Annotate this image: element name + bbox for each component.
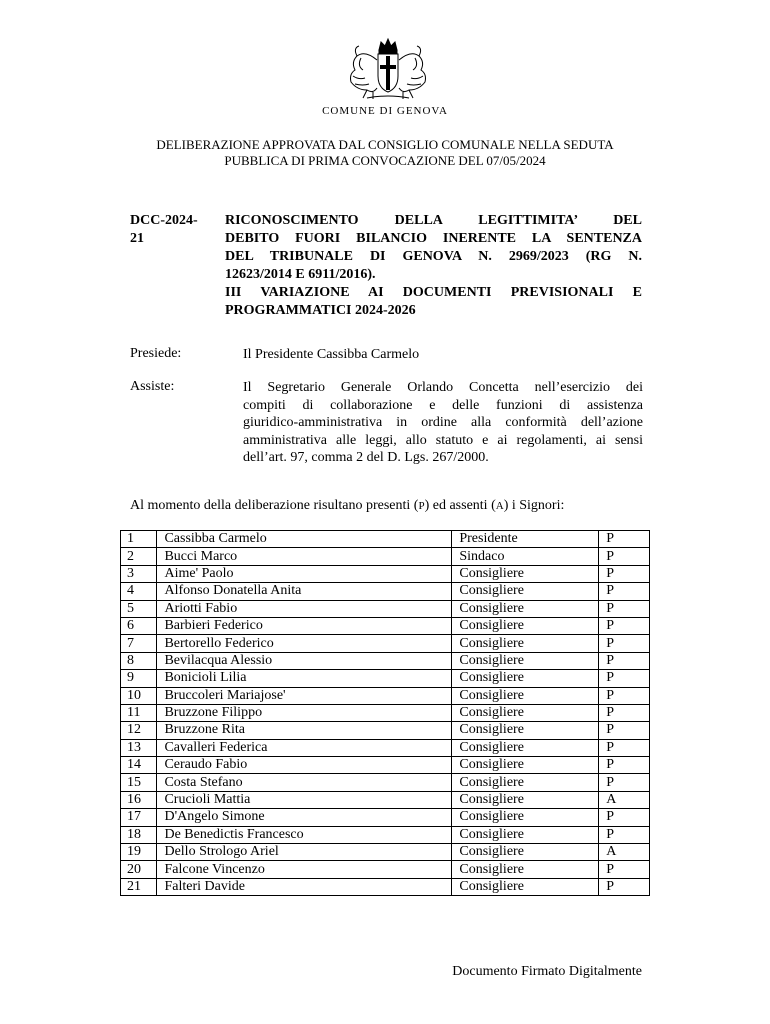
member-name: Cavalleri Federica <box>157 739 452 756</box>
member-role: Consigliere <box>452 757 599 774</box>
intro-text: ) ed assenti ( <box>424 498 496 513</box>
member-role: Sindaco <box>452 548 599 565</box>
genova-coat-of-arms-icon <box>343 36 433 102</box>
member-status: P <box>599 548 650 565</box>
deliberation-title-line: III VARIAZIONE AI DOCUMENTI PREVISIONALI E <box>225 285 642 300</box>
member-name: Crucioli Mattia <box>157 791 452 808</box>
member-number: 16 <box>121 791 157 808</box>
member-number: 10 <box>121 687 157 704</box>
member-role: Consigliere <box>452 652 599 669</box>
member-number: 21 <box>121 878 157 895</box>
member-status: P <box>599 531 650 548</box>
member-name: Falcone Vincenzo <box>157 861 452 878</box>
member-status: P <box>599 826 650 843</box>
member-number: 1 <box>121 531 157 548</box>
table-row <box>121 791 650 808</box>
member-number: 6 <box>121 617 157 634</box>
member-status: P <box>599 878 650 895</box>
table-row <box>121 774 650 791</box>
table-row <box>121 739 650 756</box>
member-status: A <box>599 844 650 861</box>
member-number: 14 <box>121 757 157 774</box>
assiste-line: giuridico-amministrativa in ordine alla conformità dell’azione <box>243 415 643 430</box>
member-status: P <box>599 617 650 634</box>
member-role: Consigliere <box>452 722 599 739</box>
member-number: 15 <box>121 774 157 791</box>
member-name: Ariotti Fabio <box>157 600 452 617</box>
deliberation-header <box>100 137 670 169</box>
member-role: Consigliere <box>452 704 599 721</box>
table-row <box>121 704 650 721</box>
member-number: 5 <box>121 600 157 617</box>
member-name: Falteri Davide <box>157 878 452 895</box>
deliberation-title-line: PROGRAMMATICI 2024-2026 <box>225 303 416 318</box>
member-name: Aime' Paolo <box>157 565 452 582</box>
member-role: Consigliere <box>452 878 599 895</box>
member-status: P <box>599 652 650 669</box>
member-name: Bruzzone Filippo <box>157 704 452 721</box>
member-name: De Benedictis Francesco <box>157 826 452 843</box>
table-row <box>121 583 650 600</box>
member-number: 8 <box>121 652 157 669</box>
org-name: COMUNE DI GENOVA <box>322 105 448 117</box>
member-status: P <box>599 687 650 704</box>
member-status: P <box>599 635 650 652</box>
member-status: P <box>599 774 650 791</box>
member-role: Consigliere <box>452 687 599 704</box>
member-name: Barbieri Federico <box>157 617 452 634</box>
deliberation-code <box>130 212 210 248</box>
member-number: 9 <box>121 670 157 687</box>
member-name: Ceraudo Fabio <box>157 757 452 774</box>
member-number: 18 <box>121 826 157 843</box>
member-name: Bruzzone Rita <box>157 722 452 739</box>
assiste-line: amministrativa alle leggi, allo statuto e ai regolamenti, ai sensi <box>243 432 643 448</box>
member-status: P <box>599 600 650 617</box>
member-number: 19 <box>121 844 157 861</box>
member-status: P <box>599 670 650 687</box>
member-role: Consigliere <box>452 739 599 756</box>
table-row <box>121 617 650 634</box>
member-status: P <box>599 739 650 756</box>
deliberation-title-line: DEBITO FUORI BILANCIO INERENTE LA SENTENZA <box>225 231 642 246</box>
intro-text: ) i Signori: <box>503 498 565 513</box>
present-code: P <box>418 500 425 512</box>
member-status: A <box>599 791 650 808</box>
assiste-value <box>243 379 643 467</box>
member-status: P <box>599 757 650 774</box>
deliberation-title <box>225 212 642 320</box>
table-row <box>121 652 650 669</box>
table-row <box>121 531 650 548</box>
member-role: Consigliere <box>452 844 599 861</box>
member-name: Cassibba Carmelo <box>157 531 452 548</box>
member-role: Consigliere <box>452 774 599 791</box>
member-role: Consigliere <box>452 809 599 826</box>
header-line: PUBBLICA DI PRIMA CONVOCAZIONE DEL 07/05/2024 <box>224 153 546 168</box>
member-status: P <box>599 861 650 878</box>
member-status: P <box>599 722 650 739</box>
table-row <box>121 722 650 739</box>
deliberation-title-line: 12623/2014 E 6911/2016). <box>225 267 376 282</box>
assiste-line: compiti di collaborazione e delle funzioni di assistenza <box>243 397 643 413</box>
member-name: Bevilacqua Alessio <box>157 652 452 669</box>
deliberation-code-line: DCC-2024- <box>130 213 198 228</box>
table-row <box>121 670 650 687</box>
member-role: Consigliere <box>452 791 599 808</box>
table-row <box>121 826 650 843</box>
assiste-label: Assiste: <box>130 379 175 394</box>
member-role: Consigliere <box>452 583 599 600</box>
member-name: Alfonso Donatella Anita <box>157 583 452 600</box>
member-name: D'Angelo Simone <box>157 809 452 826</box>
digital-signature-note: Documento Firmato Digitalmente <box>452 964 642 979</box>
table-row <box>121 687 650 704</box>
member-name: Costa Stefano <box>157 774 452 791</box>
member-number: 13 <box>121 739 157 756</box>
member-number: 7 <box>121 635 157 652</box>
table-row <box>121 600 650 617</box>
member-number: 11 <box>121 704 157 721</box>
member-name: Bertorello Federico <box>157 635 452 652</box>
intro-text: Al momento della deliberazione risultano presenti ( <box>130 498 419 513</box>
attendance-table <box>120 530 650 896</box>
member-status: P <box>599 583 650 600</box>
table-row <box>121 861 650 878</box>
member-number: 20 <box>121 861 157 878</box>
member-number: 3 <box>121 565 157 582</box>
absent-code: A <box>495 500 504 512</box>
member-number: 4 <box>121 583 157 600</box>
header-line: DELIBERAZIONE APPROVATA DAL CONSIGLIO COMUNALE NELLA SEDUTA <box>156 137 614 152</box>
member-role: Consigliere <box>452 565 599 582</box>
assiste-line: dell’art. 97, comma 2 del D. Lgs. 267/2000. <box>243 450 489 465</box>
member-name: Bruccoleri Mariajose' <box>157 687 452 704</box>
assiste-line: Il Segretario Generale Orlando Concetta nell’esercizio dei <box>243 380 643 395</box>
member-number: 17 <box>121 809 157 826</box>
member-name: Dello Strologo Ariel <box>157 844 452 861</box>
member-number: 2 <box>121 548 157 565</box>
table-row <box>121 565 650 582</box>
table-row <box>121 878 650 895</box>
member-number: 12 <box>121 722 157 739</box>
member-role: Consigliere <box>452 600 599 617</box>
attendance-intro <box>130 498 564 514</box>
table-row <box>121 809 650 826</box>
member-role: Consigliere <box>452 670 599 687</box>
table-row <box>121 757 650 774</box>
deliberation-title-line: DEL TRIBUNALE DI GENOVA N. 2969/2023 (RG N. <box>225 249 642 264</box>
member-role: Consigliere <box>452 826 599 843</box>
member-name: Bucci Marco <box>157 548 452 565</box>
member-name: Bonicioli Lilia <box>157 670 452 687</box>
member-role: Presidente <box>452 531 599 548</box>
member-status: P <box>599 809 650 826</box>
member-role: Consigliere <box>452 617 599 634</box>
member-status: P <box>599 565 650 582</box>
deliberation-title-line: RICONOSCIMENTO DELLA LEGITTIMITA’ DEL <box>225 213 642 228</box>
table-row <box>121 635 650 652</box>
presiede-label: Presiede: <box>130 346 182 361</box>
table-row <box>121 548 650 565</box>
deliberation-code-line: 21 <box>130 231 144 246</box>
member-role: Consigliere <box>452 861 599 878</box>
table-row <box>121 844 650 861</box>
member-role: Consigliere <box>452 635 599 652</box>
presiede-value: Il Presidente Cassibba Carmelo <box>243 347 420 362</box>
member-status: P <box>599 704 650 721</box>
